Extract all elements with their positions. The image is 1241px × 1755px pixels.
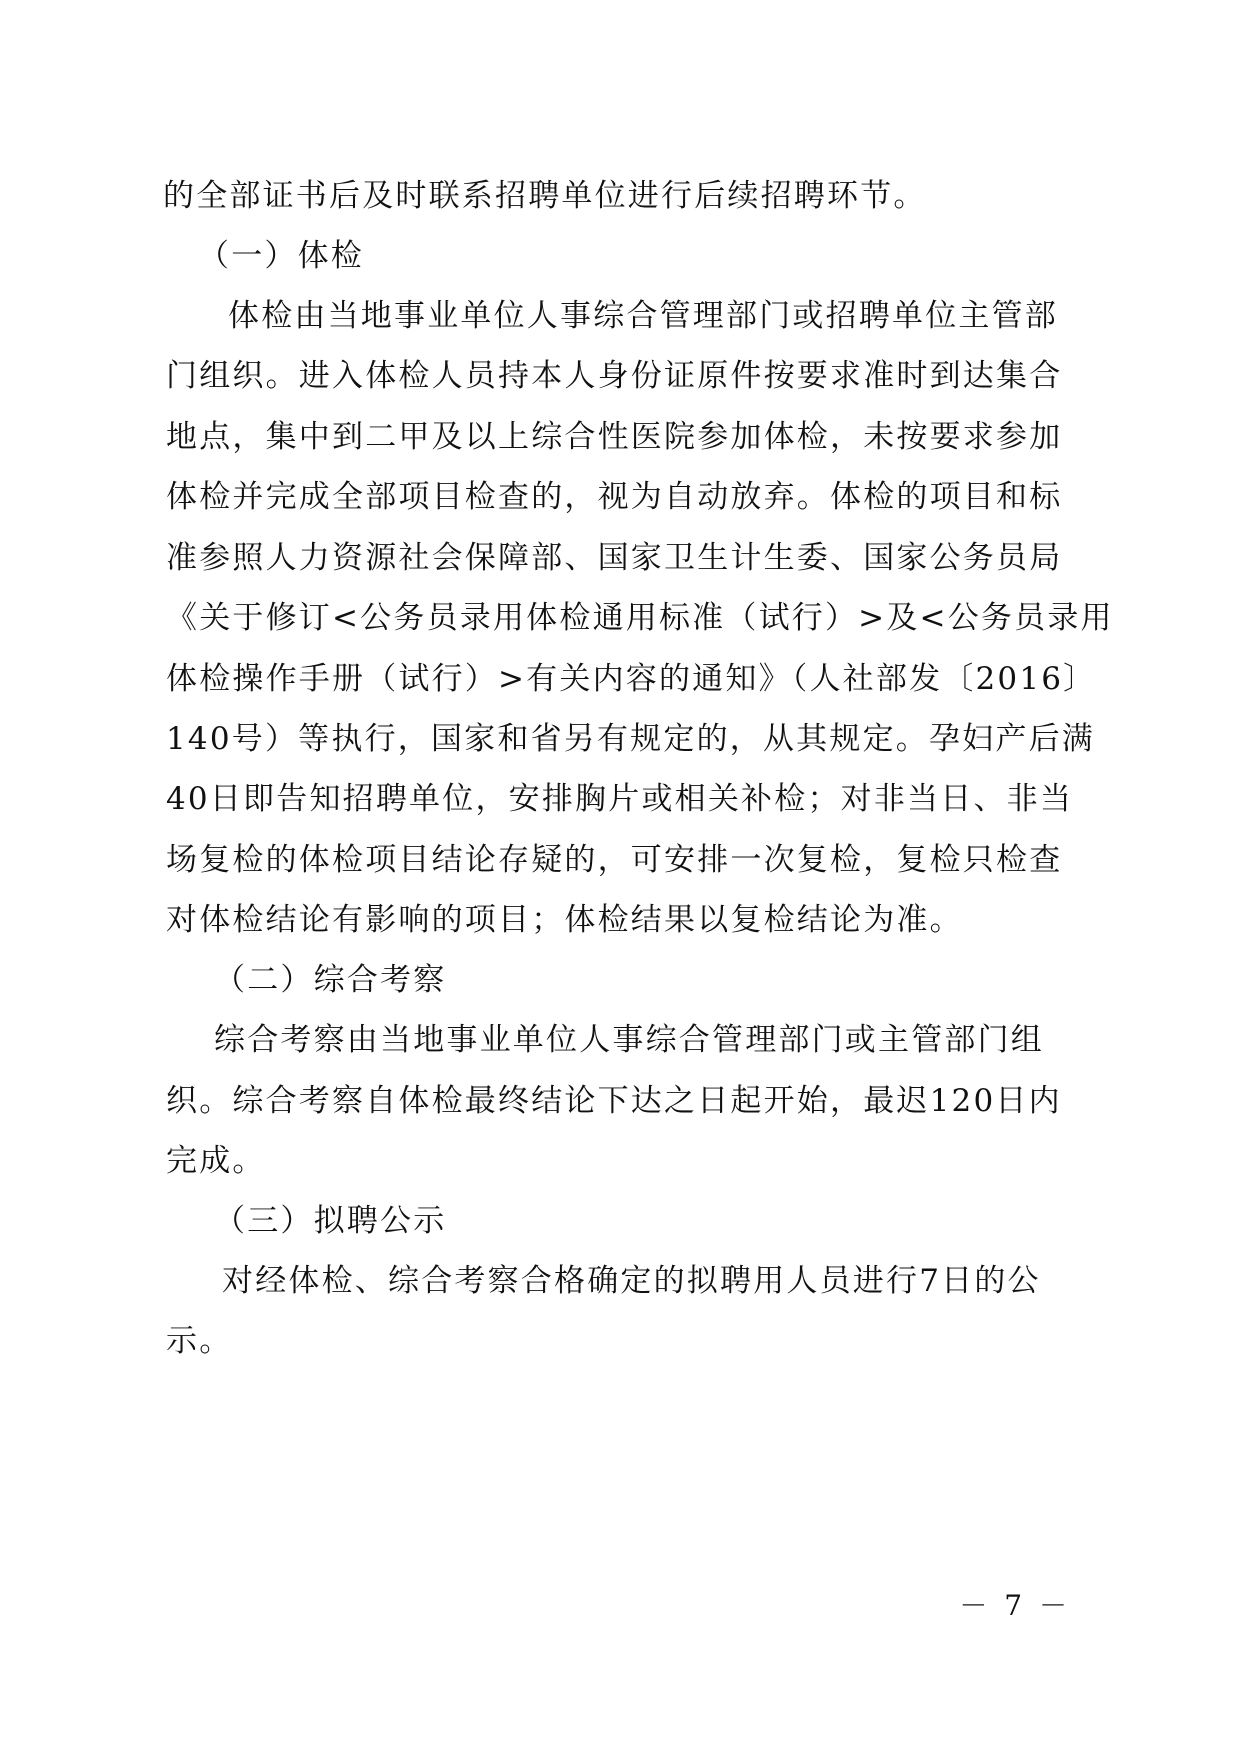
paragraph-line: 地点，集中到二甲及以上综合性医院参加体检，未按要求参加 [166, 419, 1063, 455]
paragraph-line: 对经体检、综合考察合格确定的拟聘用人员进行7日的公 [222, 1263, 1041, 1299]
paragraph-line: 《关于修订<公务员录用体检通用标准（试行）>及<公务员录用 [166, 600, 1114, 636]
paragraph-line: 场复检的体检项目结论存疑的，可安排一次复检，复检只检查 [166, 842, 1063, 878]
paragraph-line: 体检由当地事业单位人事综合管理部门或招聘单位主管部 [228, 298, 1058, 334]
section-heading-public-announcement: （三）拟聘公示 [214, 1203, 447, 1239]
paragraph-line: 40日即告知招聘单位，安排胸片或相关补检；对非当日、非当 [166, 781, 1074, 817]
paragraph-line: 的全部证书后及时联系招聘单位进行后续招聘环节。 [163, 178, 927, 214]
paragraph-line: 完成。 [166, 1143, 266, 1179]
paragraph-line: 体检操作手册（试行）>有关内容的通知》（人社部发〔2016〕 [166, 661, 1097, 697]
section-heading-physical-exam: （一）体检 [198, 238, 364, 274]
paragraph-line: 对体检结论有影响的项目；体检结果以复检结论为准。 [166, 902, 963, 938]
paragraph-line: 织。综合考察自体检最终结论下达之日起开始，最迟120日内 [166, 1083, 1062, 1119]
paragraph-line: 140号）等执行，国家和省另有规定的，从其规定。孕妇产后满 [166, 721, 1095, 757]
page-number: － 7 － [959, 1589, 1071, 1622]
paragraph-line: 综合考察由当地事业单位人事综合管理部门或主管部门组 [214, 1022, 1044, 1058]
paragraph-line: 准参照人力资源社会保障部、国家卫生计生委、国家公务员局 [166, 540, 1063, 576]
paragraph-line: 门组织。进入体检人员持本人身份证原件按要求准时到达集合 [166, 358, 1063, 394]
paragraph-line: 体检并完成全部项目检查的，视为自动放弃。体检的项目和标 [166, 479, 1063, 515]
paragraph-line: 示。 [166, 1323, 233, 1359]
section-heading-comprehensive-review: （二）综合考察 [214, 962, 447, 998]
